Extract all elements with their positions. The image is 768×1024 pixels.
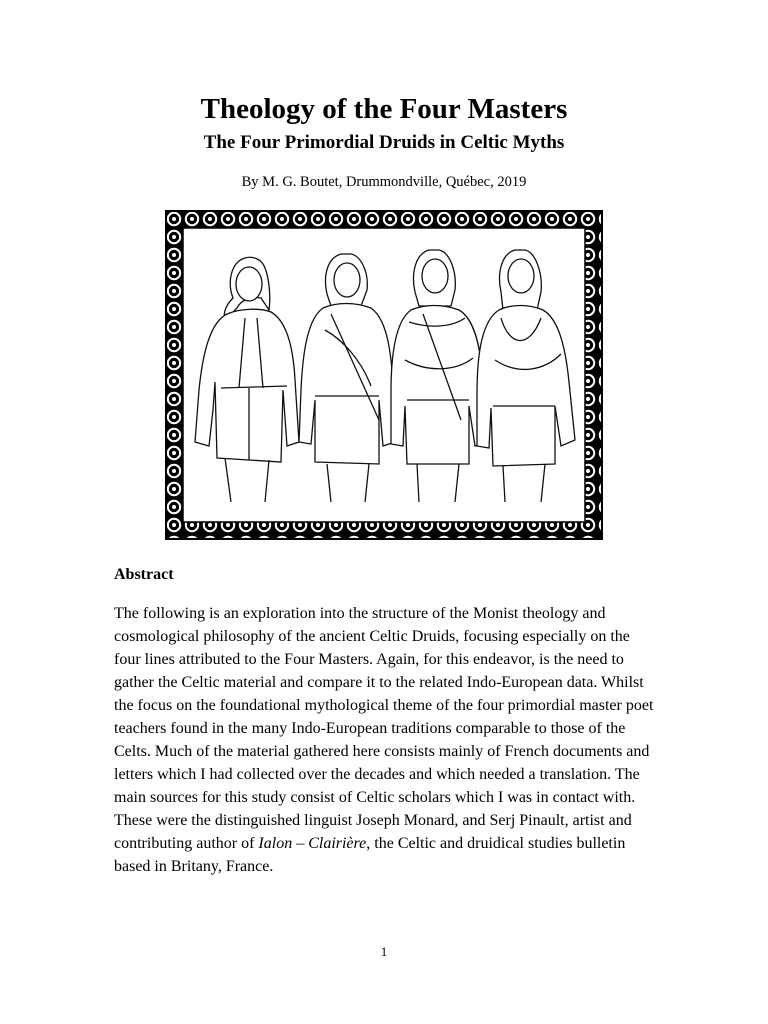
abstract-text-end: , the Celtic and druidical studies bulletin based in Britany, France. xyxy=(114,835,626,875)
abstract-heading: Abstract xyxy=(114,566,174,583)
author-byline: By M. G. Boutet, Drummondville, Québec, 2019 xyxy=(241,174,527,190)
journal-title: Ialon – Clairière xyxy=(258,835,367,852)
four-druids-illustration xyxy=(165,210,603,540)
document-subtitle: The Four Primordial Druids in Celtic Myths xyxy=(203,132,565,153)
illustration-svg xyxy=(165,210,603,540)
document-title: Theology of the Four Masters xyxy=(200,93,568,125)
abstract-paragraph xyxy=(114,602,654,878)
page-number: 1 xyxy=(380,944,388,959)
abstract-text-main: The following is an exploration into the structure of the Monist theology and cosmological philosophy of the ancient Celtic Druids, focusing especially on the four lines attributed to the Four Masters. Again, for this endeavor, is the need to gather the Celtic material and compare it to the related Indo-European data. Whilst the focus on the foundational mythological theme of the four primordial master poet teachers found in the many Indo-European traditions comparable to those of the Celts. Much of the material gathered here consists mainly of French documents and letters which I had collected over the decades and which needed a translation. The main sources for this study consist of Celtic scholars which I was in contact with. These were the distinguished linguist Joseph Monard, and Serj Pinault, artist and contributing author of xyxy=(114,605,654,852)
